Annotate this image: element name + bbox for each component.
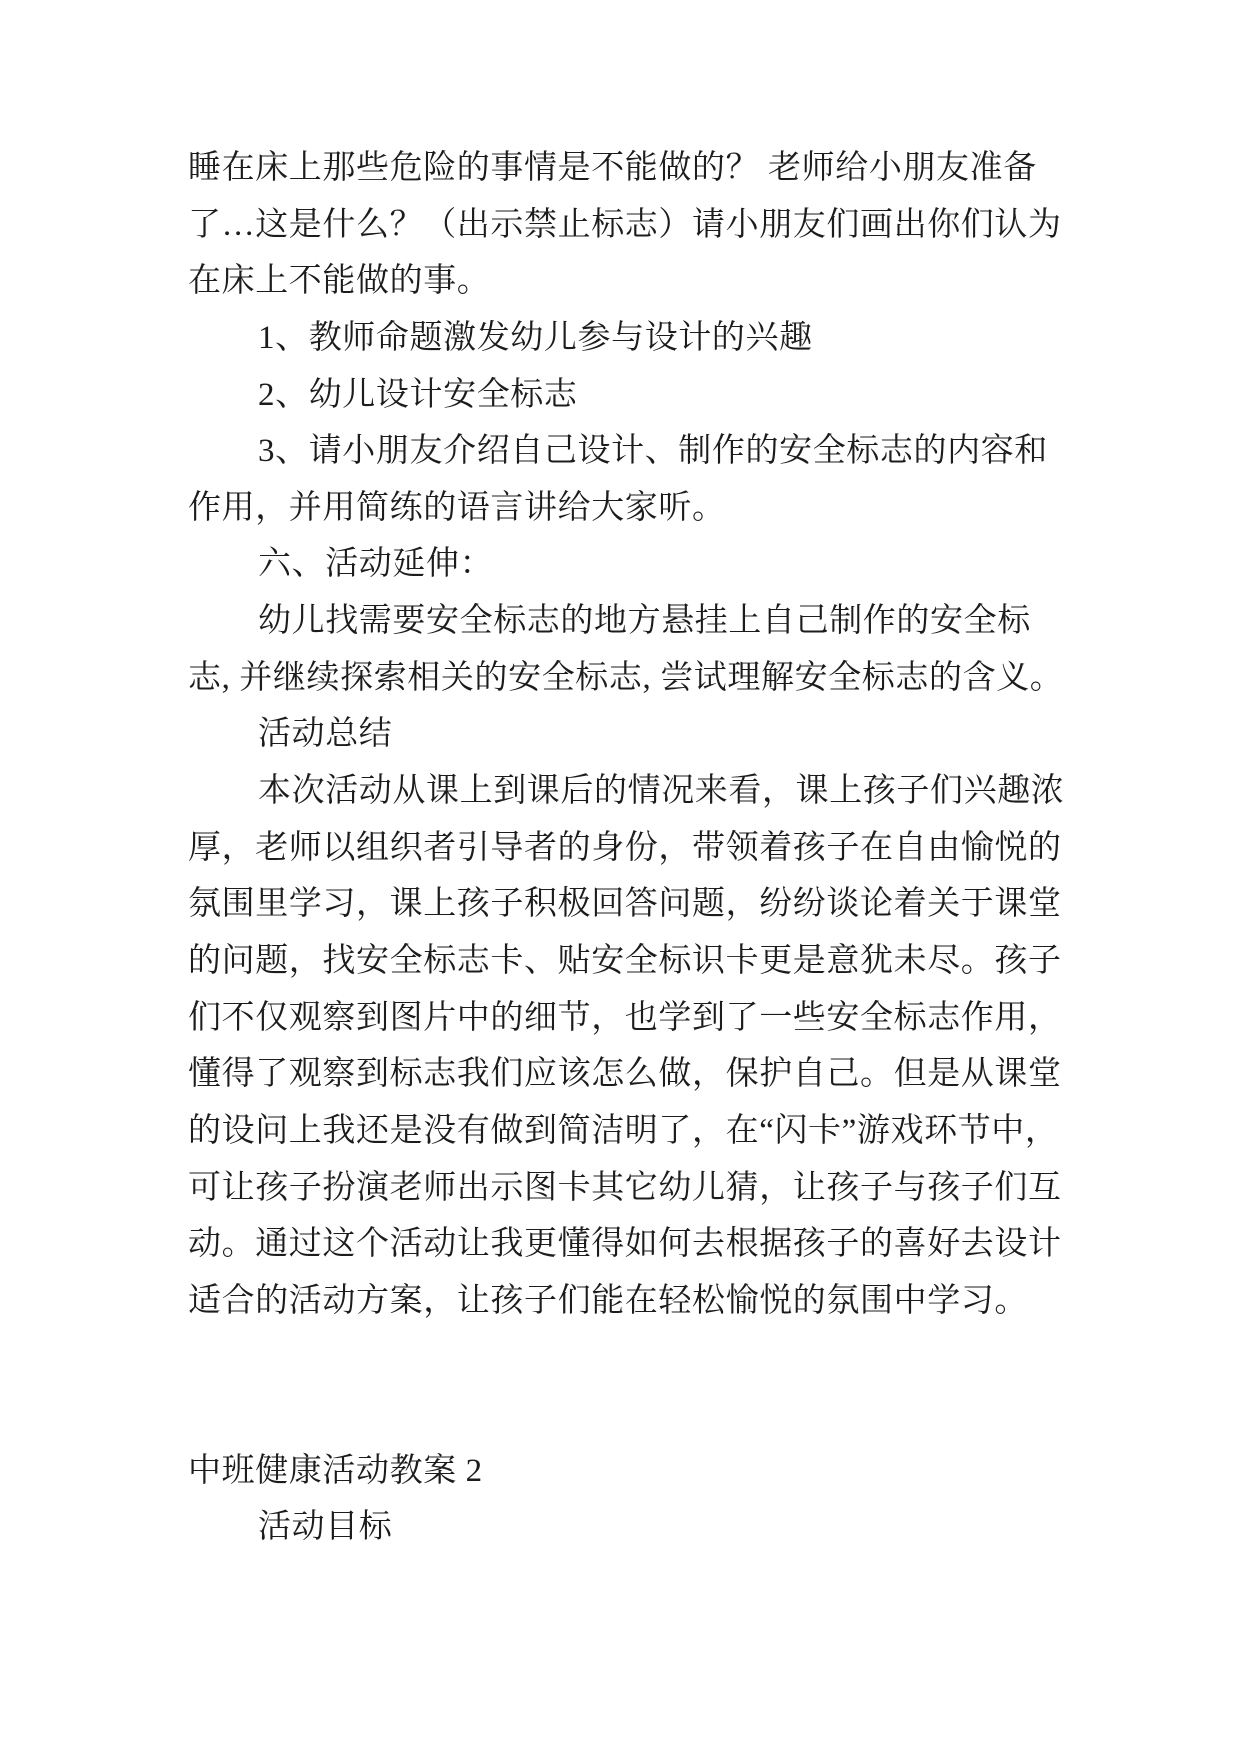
document-line: 们不仅观察到图片中的细节，也学到了一些安全标志作用， [188, 999, 1062, 1036]
document-line: 氛围里学习，课上孩子积极回答问题，纷纷谈论着关于课堂 [188, 886, 1062, 923]
document-blank-line [188, 1329, 1068, 1386]
document-line: 本次活动从课上到课后的情况来看，课上孩子们兴趣浓 [258, 773, 1065, 810]
document-line: 懂得了观察到标志我们应该怎么做，保护自己。但是从课堂 [188, 1056, 1062, 1093]
document-line: 志, 并继续探索相关的安全标志, 尝试理解安全标志的含义。 [188, 659, 1064, 696]
document-line: 活动目标 [258, 1509, 393, 1546]
document-line: 的问题，找安全标志卡、贴安全标识卡更是意犹未尽。孩子 [188, 942, 1062, 979]
document-line: 可让孩子扮演老师出示图卡其它幼儿猜，让孩子与孩子们互 [188, 1169, 1062, 1206]
document-line: 幼儿找需要安全标志的地方悬挂上自己制作的安全标 [258, 603, 1031, 640]
document-line: 的设问上我还是没有做到简洁明了，在“闪卡”游戏环节中， [188, 1112, 1059, 1149]
document-line: 活动总结 [258, 716, 393, 753]
document-line: 动。通过这个活动让我更懂得如何去根据孩子的喜好去设计 [188, 1226, 1062, 1263]
document-line: 在床上不能做的事。 [188, 263, 491, 300]
document-line: 作用，并用简练的语言讲给大家听。 [188, 489, 726, 526]
document-line: 睡在床上那些危险的事情是不能做的？ 老师给小朋友准备 [188, 150, 1037, 186]
document-line: 了…这是什么？（出示禁止标志）请小朋友们画出你们认为 [188, 206, 1062, 243]
document-line: 3、请小朋友介绍自己设计、制作的安全标志的内容和 [258, 433, 1048, 470]
document-line: 适合的活动方案，让孩子们能在轻松愉悦的氛围中学习。 [188, 1282, 1028, 1319]
document-line: 厚，老师以组织者引导者的身份，带领着孩子在自由愉悦的 [188, 829, 1062, 866]
document-line: 1、教师命题激发幼儿参与设计的兴趣 [258, 319, 813, 356]
document-line: 2、幼儿设计安全标志 [258, 376, 578, 413]
document-line: 六、活动延伸： [258, 546, 494, 583]
document-blank-line [188, 1386, 1068, 1443]
document-line: 中班健康活动教案 2 [188, 1452, 483, 1489]
document-text-block [188, 140, 1068, 1556]
